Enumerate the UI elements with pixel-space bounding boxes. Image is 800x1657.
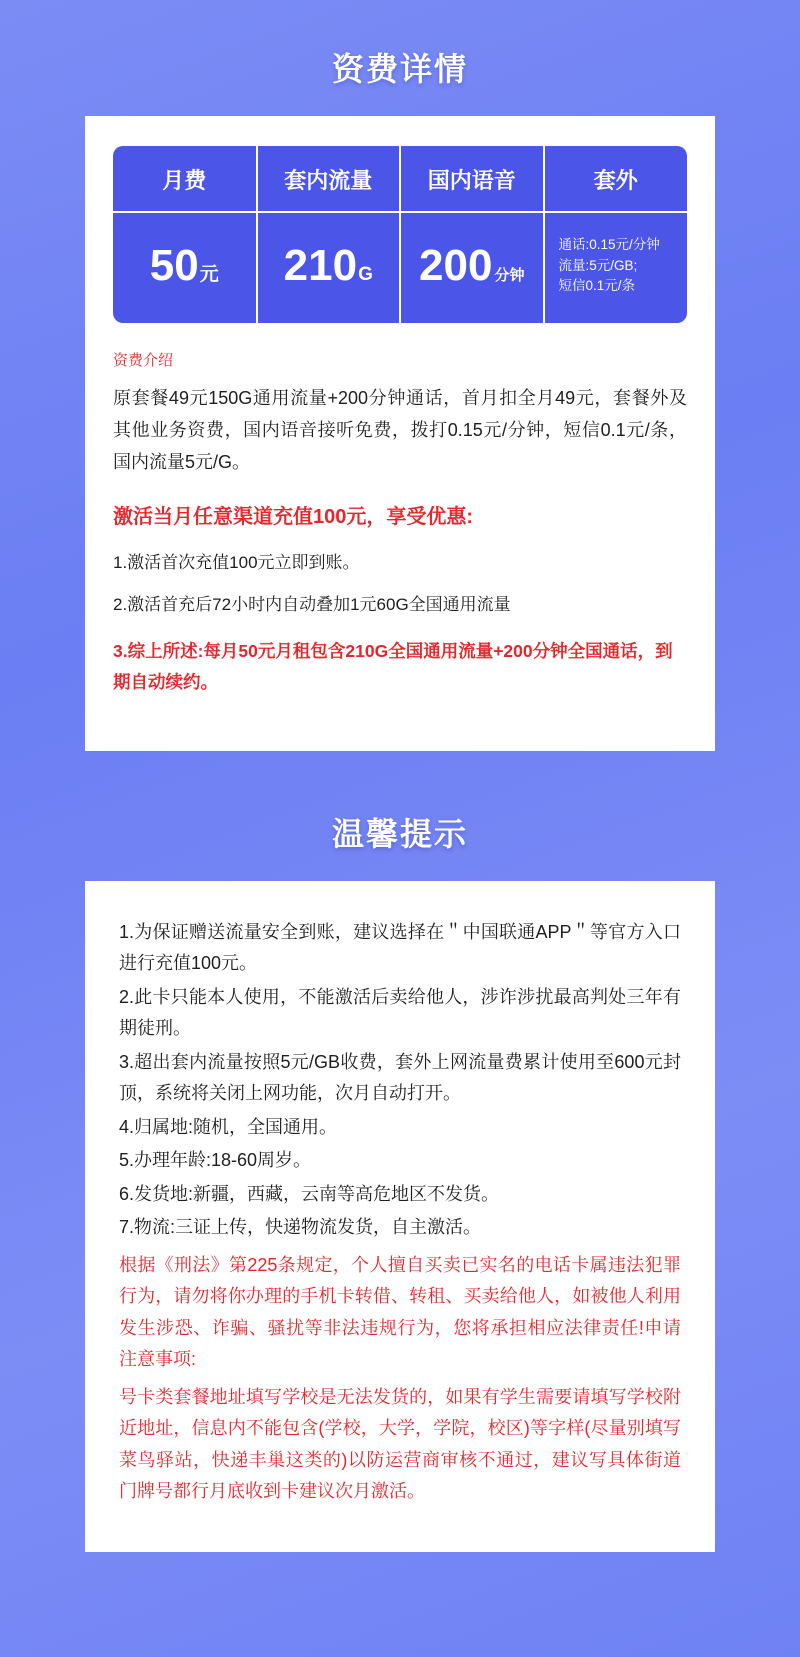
tariff-intro-paragraph: 原套餐49元150G通用流量+200分钟通话，首月扣全月49元，套餐外及其他业务资费，国内语音接听免费，拨打0.15元/分钟，短信0.1元/条，国内流量5元/G。: [113, 388, 687, 473]
tip-item-1: 1.为保证赠送流量安全到账，建议选择在＂中国联通APP＂等官方入口进行充值100元。: [119, 921, 681, 974]
tariff-table-header-row: [113, 146, 687, 212]
legal-warning-paragraph: 根据《刑法》第225条规定，个人擅自买卖已实名的电话卡属违法犯罪行为，请勿将你办理的手机卡转借、转租、买卖给他人，如被他人利用发生涉恐、诈骗、骚扰等非法违规行为，您将承担相应法律责任!申请注意事项:: [119, 1254, 681, 1370]
section-gap: [0, 751, 800, 809]
tariff-section-title: 资费详情: [331, 51, 468, 87]
tip-item-2: 2.此卡只能本人使用，不能激活后卖给他人，涉诈涉扰最高判处三年有期徒刑。: [119, 986, 681, 1039]
tariff-table-value-row: [113, 212, 687, 323]
monthly-fee-unit: 元: [199, 264, 219, 285]
cell-included-data: [257, 212, 401, 323]
out-of-plan-sms-rate: 短信0.1元/条: [558, 278, 636, 294]
promo-item-1: 1.激活首次充值100元立即到账。: [113, 553, 360, 573]
tariff-intro-label: 资费介绍: [113, 352, 174, 369]
column-header-domestic-voice: 国内语音: [400, 146, 544, 212]
cell-domestic-voice: [400, 212, 544, 323]
included-data-value: 210: [283, 241, 358, 290]
column-header-out-of-plan: 套外: [593, 168, 638, 193]
cell-monthly-fee: [113, 212, 257, 323]
promo-item-2: 2.激活首充后72小时内自动叠加1元60G全国通用流量: [113, 594, 511, 614]
tip-item-3: 3.超出套内流量按照5元/GB收费，套外上网流量费累计使用至600元封顶，系统将关闭上网功能，次月自动打开。: [119, 1051, 681, 1104]
tips-section-title: 温馨提示: [331, 815, 468, 852]
tip-item-4: 4.归属地:随机，全国通用。: [119, 1116, 338, 1137]
out-of-plan-details: [549, 235, 684, 298]
tariff-table: [113, 146, 687, 323]
included-data-unit: G: [358, 264, 373, 285]
tip-item-7: 7.物流:三证上传，快递物流发货，自主激活。: [119, 1217, 482, 1238]
out-of-plan-call-rate: 通话:0.15元/分钟: [558, 236, 660, 252]
promo-heading: 激活当月任意渠道充值100元，享受优惠:: [113, 506, 474, 529]
monthly-fee-value: 50: [149, 241, 199, 290]
bottom-spacer: [0, 1552, 800, 1616]
column-header-included-data: 套内流量: [257, 146, 401, 212]
cell-out-of-plan: [544, 212, 688, 323]
tip-item-6: 6.发货地:新疆，西藏，云南等高危地区不发货。: [119, 1183, 500, 1204]
address-notice-paragraph: 号卡类套餐地址填写学校是无法发货的，如果有学生需要请填写学校附近地址，信息内不能包含(学校，大学，学院，校区)等字样(尽量别填写菜鸟驿站，快递丰巢这类的)以防运营商审核不通过，建议写具体街道门牌号都行月底收到卡建议次月激活。: [119, 1386, 681, 1502]
tariff-card: [85, 116, 715, 751]
promo-summary: 3.综上所述:每月50元月租包含210G全国通用流量+200分钟全国通话，到期自动续约。: [113, 640, 673, 693]
tip-item-5: 5.办理年龄:18-60周岁。: [119, 1150, 312, 1171]
tips-card: [85, 881, 715, 1552]
column-header-monthly-fee: 月费: [113, 146, 257, 212]
out-of-plan-data-rate: 流量:5元/GB;: [558, 257, 638, 273]
domestic-voice-unit: 分钟: [494, 267, 525, 284]
domestic-voice-value: 200: [419, 241, 493, 290]
